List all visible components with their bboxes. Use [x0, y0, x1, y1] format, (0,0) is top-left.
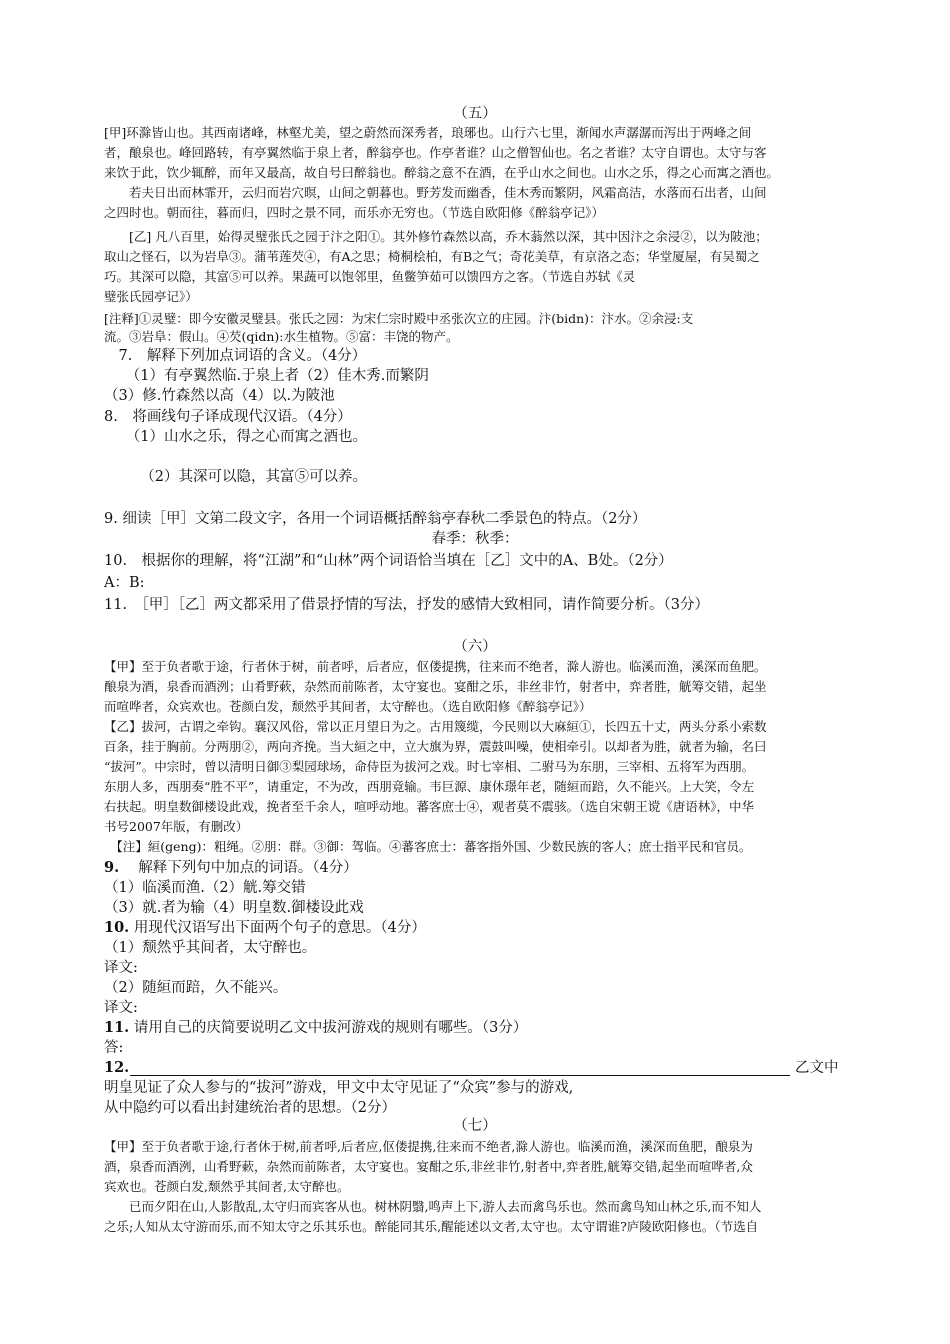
- s5-yi-line: 巧。其深可以隐，其富⑤可以养。果蔬可以饱邻里，鱼鳖笋茹可以馈四方之客。（节选自苏轼《灵: [104, 269, 636, 284]
- s5-question: （2）其深可以隐，其富⑤可以养。: [104, 469, 367, 485]
- s5-question: 11. ［甲］［乙］两文都采用了借景抒情的写法，抒发的感情大致相同，请作简要分析。（3分）: [104, 597, 710, 613]
- s5-note-line: 流。③岩阜：假山。④芡(qidn):水生植物。⑤富：丰饶的物产。: [104, 329, 459, 344]
- s5-jia-line: 来饮于此，饮少辄醉，而年又最高，故自号曰醉翁也。醉翁之意不在酒，在乎山水之间也。山水之乐，得之心而寓之酒也。: [104, 165, 780, 180]
- s6-question-line: （2）随絙而踣，久不能兴。: [104, 980, 288, 996]
- question-text: 解释下列句中加点的词语。（4分）: [119, 860, 358, 876]
- s5-question: （1）山水之乐，得之心而寓之酒也。: [104, 429, 367, 445]
- s5-question: 8. 将画线句子译成现代汉语。（4分）: [104, 409, 352, 425]
- s6-answer-blank: [130, 1075, 790, 1076]
- s5-jia-line: 之四时也。朝而往，暮而归，四时之景不同，而乐亦无穷也。（节选自欧阳修《醉翁亭记》）: [104, 205, 605, 220]
- s6-question-11: [104, 1018, 527, 1038]
- s6-jia-line: 而喧哗者，众宾欢也。苍颜白发，颓然乎其间者，太守醉也。（选自欧阳修《醉翁亭记》）: [104, 699, 592, 714]
- s7-jia-line: 之乐;人知从太守游而乐,而不知太守之乐其乐也。醉能同其乐,醒能述以文者,太守也。太守谓谁?庐陵欧阳修也。（节选自: [104, 1219, 759, 1234]
- question-number: 10.: [104, 919, 130, 936]
- section-seven-title: （七）: [453, 1118, 497, 1134]
- s5-question: 9. 细读［甲］文第二段文字，各用一个词语概括醉翁亭春秋二季景色的特点。（2分）: [104, 511, 647, 527]
- s6-question-line: 明皇见证了众人参与的“拔河”游戏，甲文中太守见证了“众宾”参与的游戏,: [104, 1080, 574, 1096]
- s6-yi-line: 【乙】拔河，古谓之牵钩。襄汉风俗，常以正月望日为之。古用篾缆，今民则以大麻絙①，长四五十丈，两头分系小索数: [104, 719, 767, 734]
- s5-yi-line: 璧张氏园亭记》）: [104, 289, 198, 304]
- s6-answer-label: 答:: [104, 1040, 124, 1056]
- s5-answer-line: 春季：秋季：: [431, 531, 519, 547]
- s6-note-line: 【注】絙(geng)：粗绳。②朋：群。③御：驾临。④蕃客庶士：蕃客指外国、少数民族的客人；庶士指平民和官员。: [104, 839, 752, 854]
- s6-question-line: （3）就.者为输（4）明皇数.御楼设此戏: [104, 900, 364, 916]
- s6-yi-line: 书号2007年版，有删改）: [104, 819, 249, 834]
- s5-jia-line: 者，酿泉也。峰回路转，有亭翼然临于泉上者，醉翁亭也。作亭者谁？山之僧智仙也。名之者谁？太守自谓也。太守与客: [104, 145, 767, 160]
- s6-question-line: （1）临溪而渔.（2）觥.筹交错: [104, 880, 306, 896]
- question-number: 9.: [104, 859, 120, 876]
- s5-question: 10. 根据你的理解，将“江湖”和“山林”两个词语恰当填在［乙］文中的A、B处。（2分）: [104, 553, 673, 569]
- s6-question-line: 从中隐约可以看出封建统治者的思想。（2分）: [104, 1100, 396, 1116]
- s6-question-10: [104, 918, 426, 938]
- s5-jia-line: 若夫日出而林霏开，云归而岩穴暝，山间之朝暮也。野芳发而幽香，佳木秀而繁阴，风霜高洁，水落而石出者，山间: [104, 185, 767, 200]
- s6-yi-line: 右扶起。明皇数御楼设此戏，挽者至千余人，喧呼动地。蕃客庶士④，观者莫不震骇。（选自宋朝王谠《唐语林》，中华: [104, 799, 755, 814]
- s6-yi-line: 东朋人多，西朋奏“胜不平”，请重定，不为改，西朋竟输。韦巨源、康休璟年老，随絙而踣，久不能兴。上大笑，令左: [104, 779, 755, 794]
- question-text: 用现代汉语写出下面两个句子的意思。（4分）: [129, 920, 426, 936]
- s6-question-12-number: 12.: [104, 1059, 130, 1076]
- s5-question: （1）有亭翼然临.于泉上者（2）佳木秀.而繁阴: [104, 368, 429, 384]
- question-text: 请用自己的庆简要说明乙文中拔河游戏的规则有哪些。（3分）: [129, 1020, 528, 1036]
- s5-answer-line: A：B:: [104, 575, 145, 591]
- s7-jia-line: 酒，泉香而酒洌，山肴野蔌，杂然而前陈者，太守宴也。宴酣之乐,非丝非竹,射者中,弈者胜,觥筹交错,起坐而喧哗者,众: [104, 1159, 753, 1174]
- s5-note-line: [注释]①灵璧：即今安徽灵璧县。张氏之园：为宋仁宗时殿中丞张次立的庄园。汴(bidn)：汴水。②余浸:支: [104, 311, 694, 326]
- s5-yi-line: 取山之怪石，以为岩阜③。蒲苇莲芡④，有A之思；椅桐桧柏，有B之气；奇花美草，有京洛之态；华堂厦屋，有吴蜀之: [104, 249, 760, 264]
- s7-jia-line: 已而夕阳在山,人影散乱,太守归而宾客从也。树林阴翳,鸣声上下,游人去而禽鸟乐也。然而禽鸟知山林之乐,而不知人: [104, 1199, 762, 1214]
- s6-translation-label: 译文:: [104, 1000, 138, 1016]
- s6-yi-line: “拔河”。中宗时，曾以清明日御③梨园球场，命侍臣为拔河之戏。时七宰相、二驸马为东朋，三宰相、五将军为西朋。: [104, 759, 755, 774]
- s7-jia-line: 宾欢也。苍颜白发,颓然乎其间者,太守醉也。: [104, 1179, 350, 1194]
- s6-question-12-tail: 乙文中: [795, 1060, 839, 1076]
- s5-yi-line: [乙] 凡八百里，始得灵璧张氏之园于汴之阳①。其外修竹森然以高，乔木蓊然以深，其中因汴之余浸②，以为陂池；: [104, 229, 768, 244]
- s5-question: （3）修.竹森然以高（4）以.为陂池: [104, 388, 335, 404]
- s6-translation-label: 译文:: [104, 960, 138, 976]
- s6-yi-line: 百条，挂于胸前。分两朋②，两向齐挽。当大絙之中，立大旗为界，震鼓叫噪，使相牵引。以却者为胜，就者为输，名曰: [104, 739, 767, 754]
- question-number: 11.: [104, 1019, 130, 1036]
- s6-question-9: [104, 858, 358, 878]
- s6-question-line: （1）颓然乎其间者，太守醉也。: [104, 940, 317, 956]
- s7-jia-line: 【甲】至于负者歌于途,行者休于树,前者呼,后者应,伛偻提携,往来而不绝者,滁人游也。临溪而渔，溪深而鱼肥，酿泉为: [104, 1139, 753, 1154]
- section-five-title: （五）: [453, 106, 497, 122]
- s5-question: 7. 解释下列加点词语的含义。（4分）: [104, 348, 367, 364]
- s6-jia-line: 酿泉为酒，泉香而酒洌；山肴野蔌，杂然而前陈者，太守宴也。宴酣之乐，非丝非竹，射者中，弈者胜，觥筹交错，起坐: [104, 679, 767, 694]
- section-six-title: （六）: [453, 639, 497, 655]
- s5-jia-line: [甲]环滁皆山也。其西南诸峰，林壑尤美，望之蔚然而深秀者，琅琊也。山行六七里，渐闻水声潺潺而泻出于两峰之间: [104, 125, 752, 140]
- s6-jia-line: 【甲】至于负者歌于途，行者休于树，前者呼，后者应，伛偻提携，往来而不绝者，滁人游也。临溪而渔，溪深而鱼肥。: [104, 659, 767, 674]
